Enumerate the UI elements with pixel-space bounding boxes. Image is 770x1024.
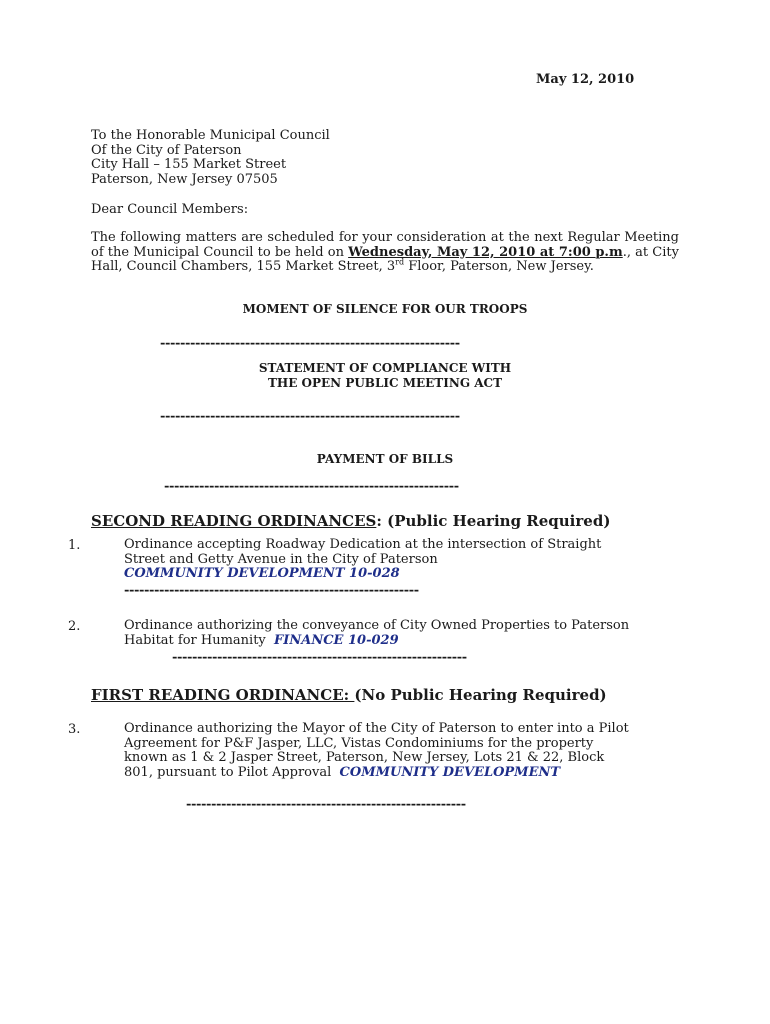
- item-text-line: Ordinance accepting Roadway Dedication at the intersection of Straight: [124, 537, 602, 552]
- address-line: To the Honorable Municipal Council: [91, 128, 330, 143]
- item-department-tag: COMMUNITY DEVELOPMENT 10-028: [124, 566, 400, 581]
- first-reading-heading: [91, 686, 607, 704]
- address-line: City Hall – 155 Market Street: [91, 157, 287, 172]
- compliance-heading-line2: THE OPEN PUBLIC MEETING ACT: [267, 376, 503, 390]
- divider-rule: --------------------------------------------------------: [186, 797, 466, 812]
- address-line: Of the City of Paterson: [91, 142, 242, 158]
- moment-of-silence-heading: MOMENT OF SILENCE FOR OUR TROOPS: [242, 302, 528, 316]
- letter-date: May 12, 2010: [536, 72, 635, 87]
- divider-rule: ------------------------------------------------------------: [160, 409, 460, 424]
- item-text-line: Street and Getty Avenue in the City of Paterson: [124, 551, 438, 567]
- item-number: 1.: [68, 538, 81, 553]
- item-text-line: Agreement for P&F Jasper, LLC, Vistas Condominiums for the property: [124, 735, 594, 751]
- meeting-datetime: Wednesday, May 12, 2010 at 7:00 p.m: [348, 244, 623, 260]
- intro-text: ., at City Hall, Council Chambers, 155 Market Street, 3: [91, 244, 679, 274]
- compliance-heading-line1: STATEMENT OF COMPLIANCE WITH: [258, 361, 512, 375]
- divider-rule: -----------------------------------------------------------: [164, 479, 459, 494]
- divider-rule: -----------------------------------------------------------: [124, 583, 419, 598]
- intro-text: The following matters are scheduled for your consideration at the next Regular Meeting of the Municipal Council to be held on: [91, 230, 679, 260]
- second-reading-suffix: : (Public Hearing Required): [376, 512, 611, 530]
- item-number: 3.: [68, 722, 81, 737]
- item-text-line: Ordinance authorizing the Mayor of the City of Paterson to enter into a Pilot: [124, 721, 629, 736]
- intro-paragraph: [91, 231, 679, 275]
- divider-rule: -----------------------------------------------------------: [172, 650, 467, 665]
- item-department-tag: COMMUNITY DEVELOPMENT: [339, 764, 561, 780]
- first-reading-suffix: (No Public Hearing Required): [354, 686, 607, 704]
- item-text-line: Habitat for Humanity: [124, 632, 275, 648]
- payment-of-bills-heading: PAYMENT OF BILLS: [316, 452, 454, 466]
- ordinance-item: [124, 619, 688, 648]
- salutation: Dear Council Members:: [91, 202, 249, 217]
- item-text-line: 801, pursuant to Pilot Approval: [124, 764, 340, 780]
- divider-rule: ------------------------------------------------------------: [160, 336, 460, 351]
- item-number: 2.: [68, 619, 81, 634]
- item-department-tag: FINANCE 10-029: [274, 632, 399, 648]
- address-line: Paterson, New Jersey 07505: [91, 171, 278, 187]
- second-reading-heading: [91, 512, 610, 530]
- intro-text: Floor, Paterson, New Jersey.: [404, 259, 594, 274]
- second-reading-title: SECOND READING ORDINANCES: [91, 512, 377, 530]
- ordinal-suffix: rd: [395, 257, 405, 267]
- item-text-line: known as 1 & 2 Jasper Street, Paterson, New Jersey, Lots 21 & 22, Block: [124, 750, 605, 765]
- ordinance-item: [124, 722, 688, 780]
- recipient-address: [91, 129, 330, 187]
- ordinance-item: [124, 538, 688, 582]
- first-reading-title: FIRST READING ORDINANCE:: [91, 686, 355, 704]
- item-text-line: Ordinance authorizing the conveyance of City Owned Properties to Paterson: [124, 618, 630, 633]
